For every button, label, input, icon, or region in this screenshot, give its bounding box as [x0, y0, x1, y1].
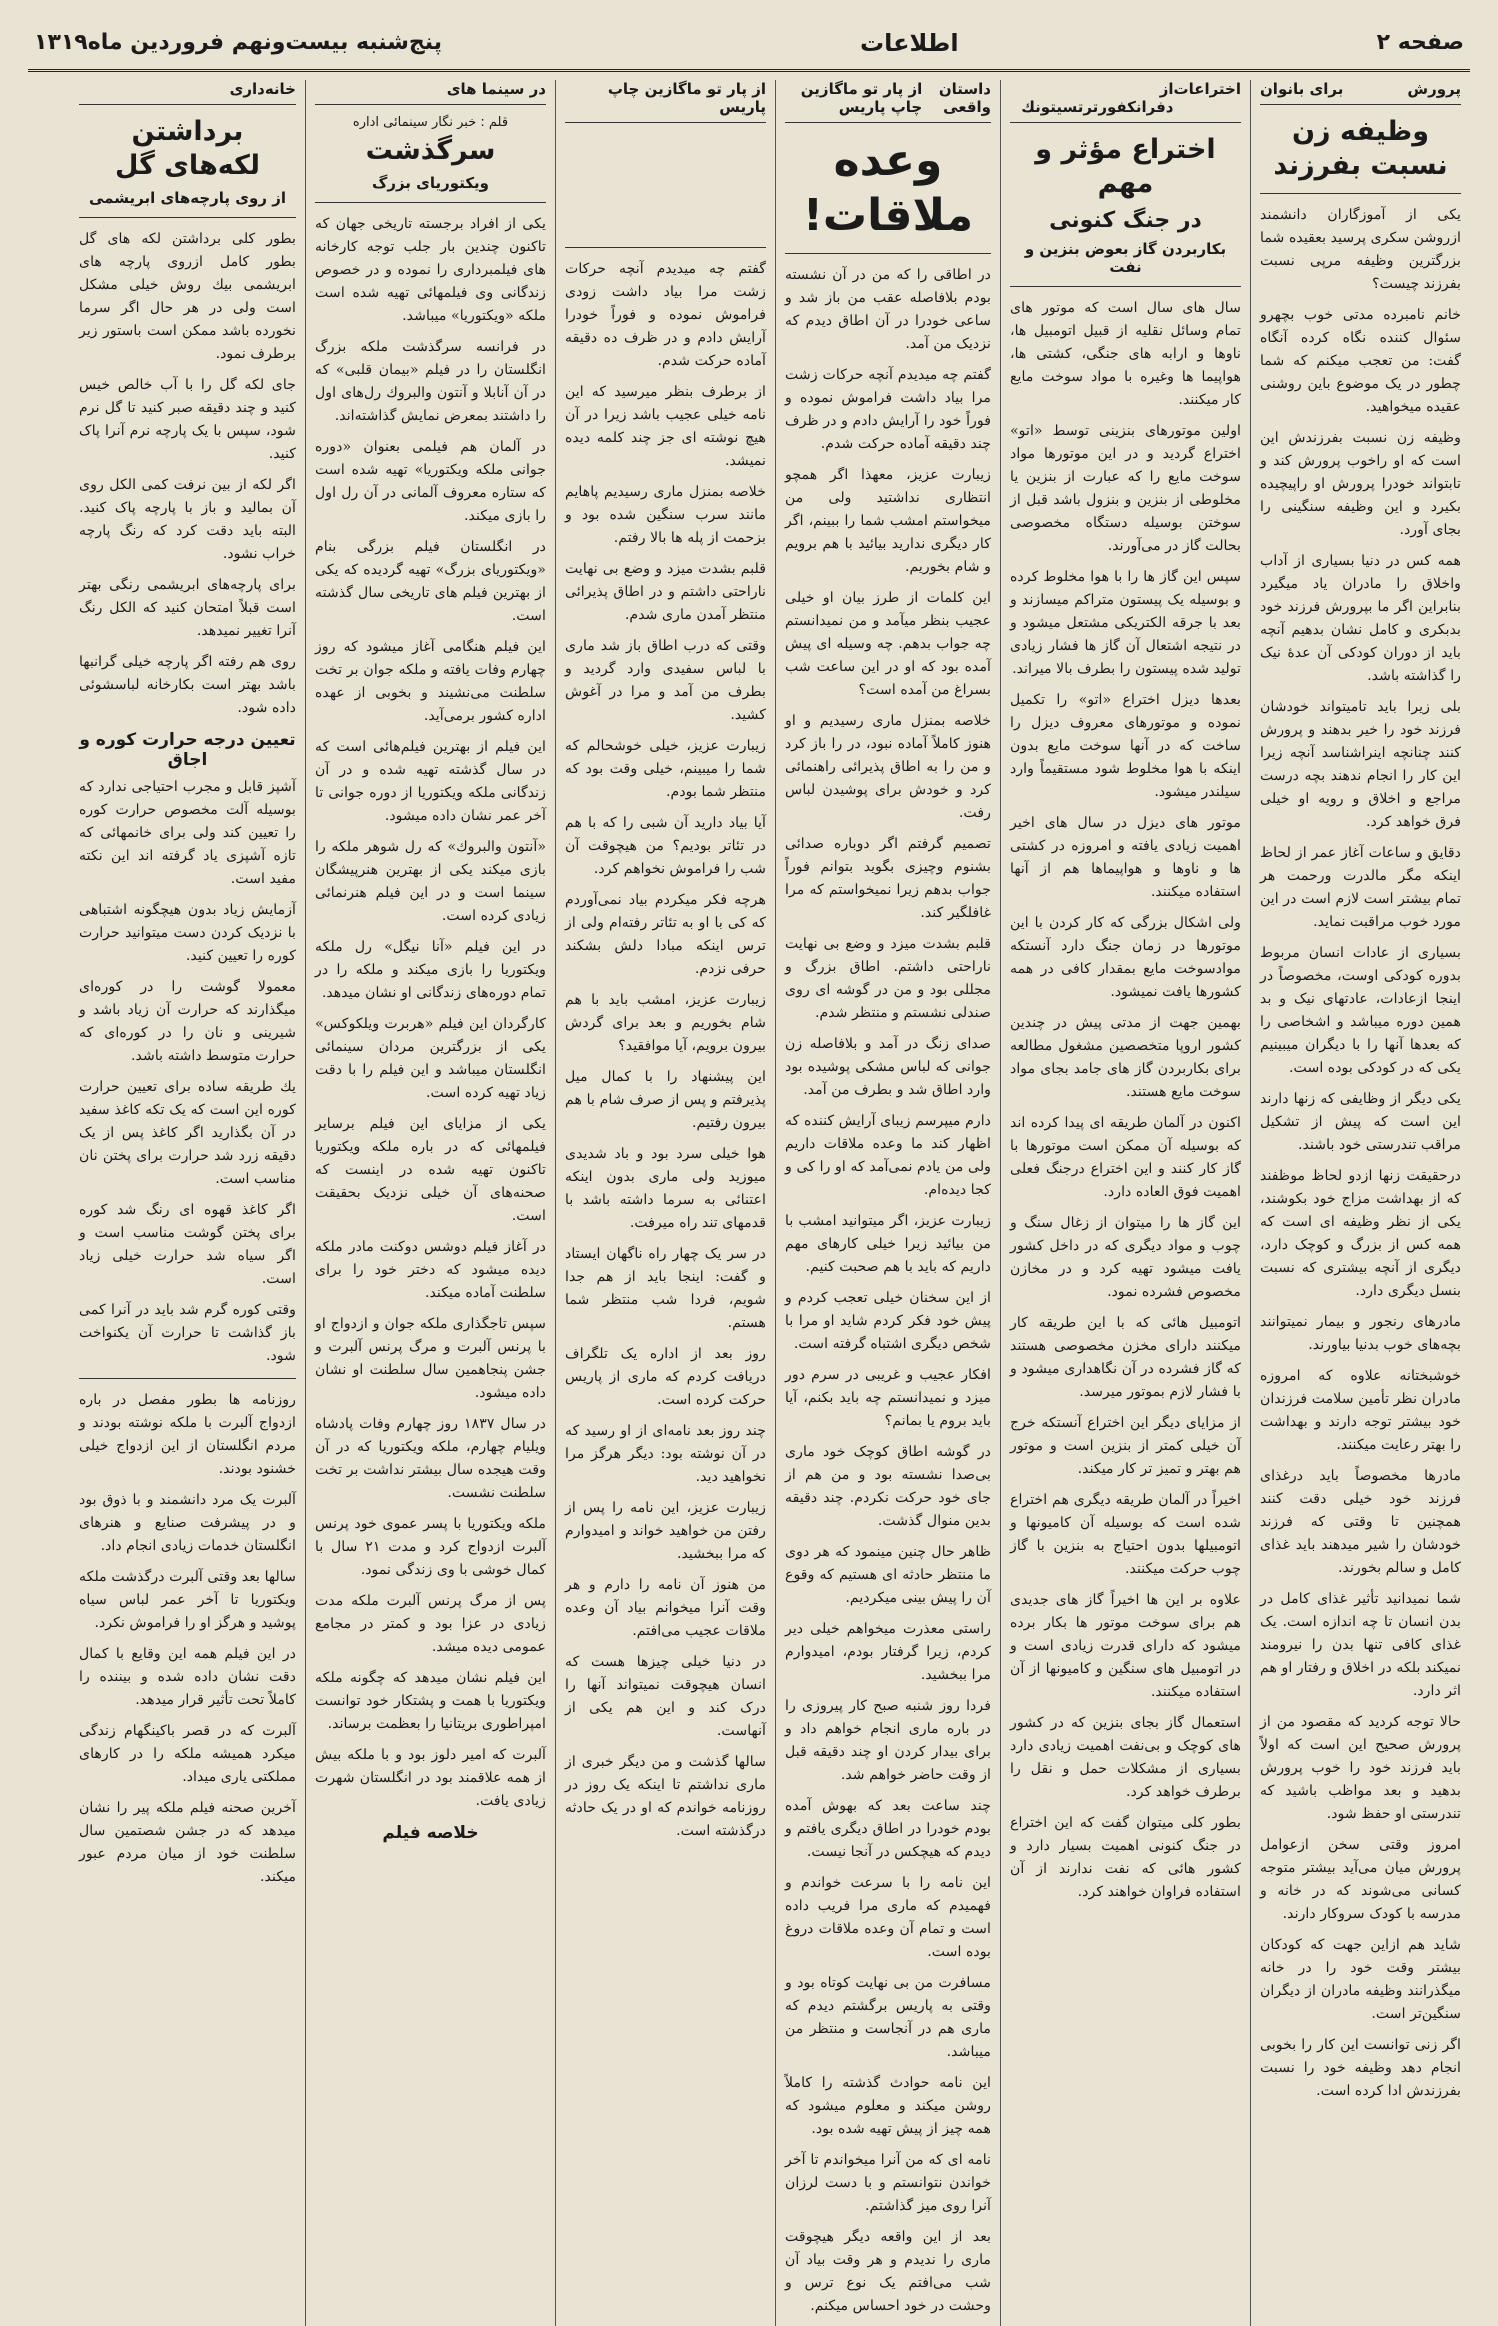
paragraph: امروز وقتی سخن ازعوامل پرورش میان می‌آید بیشتر متوجه کسانی می‌شوند که در خانه و مدرسه با کودک سروکار دارند. — [1260, 1836, 1461, 1922]
paragraph: جای لکه گل را با آب خالص خیس کنید و چند دقیقه صبر کنید تا گل نرم شود، سپس با یک پارچه نرم آنرا پاک کنید. — [79, 376, 296, 462]
paragraph: اخیراً در آلمان طریقه دیگری هم اختراع شده است که بوسیله آن کامیونها و اتومبیلها بدون احتیاج به بنزین با گاز چوب حرکت میکنند. — [1010, 1492, 1241, 1577]
column-inventions — [1000, 80, 1250, 2326]
paragraph: آیا بیاد دارید آن شبی را که با هم در تئاتر بودیم؟ من هیچوقت آن شب را فراموش نخواهم کرد. — [565, 815, 766, 877]
column-story — [775, 80, 1000, 2326]
divider — [79, 217, 296, 218]
paragraph: آخرین صحنه فیلم ملکه پیر را نشان میدهد که در جشن شصتمین سال سلطنت خود از میان مردم عبور میکند. — [79, 1799, 296, 1885]
article-body — [785, 264, 991, 2318]
columns — [28, 80, 1470, 2314]
paragraph: روی هم رفته اگر پارچه خیلی گرانبها باشد بهتر است بکارخانه لباسشوئی داده شود. — [79, 653, 296, 716]
issue-date: پنج‌شنبه بیست‌ونهم فروردین ماه۱۳۱۹ — [34, 30, 443, 55]
headline-invention: اختراع مؤثر و مهم — [1035, 134, 1216, 199]
divider — [1260, 193, 1461, 194]
paragraph: گفتم چه میدیدم آنچه حرکات زشت مرا بیاد داشت فراموش نموده و فوراً خود را آرایش دادم و در ظرف چند دقیقه آماده حرکت شدم. — [785, 367, 991, 452]
paragraph: روزنامه ها بطور مفصل در باره ازدواج آلبرت با ملکه نوشته بودند و مردم انگلستان از این ازدواج خیلی خشنود بودند. — [79, 1391, 296, 1477]
kicker-right: اختراعات — [1173, 80, 1241, 98]
section-title-oven: تعیین درجه حرارت کوره و اجاق — [79, 729, 296, 770]
paragraph: علاوه بر این ها اخیراً گاز های جدیدی هم برای سوخت موتور ها بکار برده میشود که دارای قدرت زیادی است و در اتومبیل های سنگین و کامیونها از آن استفاده میکنند. — [1010, 1592, 1241, 1700]
paragraph: حالا توجه کردید که مقصود من از پرورش صحیح این است که اولاً باید فرزند خود را خوب پرورش بدهید و بعد مواظب باشید که تندرستی او حفظ شود. — [1260, 1713, 1461, 1822]
paragraph: این فیلم هنگامی آغاز میشود که روز چهارم وفات یافته و ملکه جوان بر تخت سلطنت می‌نشیند و بخوبی از عهده اداره کشور برمی‌آید. — [315, 638, 546, 724]
paragraph: اکنون در آلمان طریقه ای پیدا کرده اند که بوسیله آن ممکن است موتورها با گاز کار کنند و این اختراع درجنگ فعلی اهمیت فوق العاده دارد. — [1010, 1115, 1241, 1200]
paragraph: فردا روز شنبه صبح کار پیروزی را در باره ماری انجام خواهم داد و برای بیدار کردن او چند دقیقه قبل از وقت حاضر خواهم شد. — [785, 1698, 991, 1783]
paragraph: راستی معذرت میخواهم خیلی دیر کردم، زیرا گرفتار بودم، امیدوارم مرا ببخشید. — [785, 1621, 991, 1683]
article-body — [315, 213, 546, 1813]
kicker-right: پرورش — [1407, 80, 1461, 98]
paragraph: از این سخنان خیلی تعجب کردم و پیش خود فکر کردم شاید او مرا با شخص دیگری اشتباه گرفته است. — [785, 1290, 991, 1352]
paragraph: یکی دیگر از وظایفی که زنها دارند این است که پیش از تشکیل مراقب تندرستی خود باشند. — [1260, 1090, 1461, 1153]
masthead — [28, 26, 1470, 72]
paragraph: وقتی کوره گرم شد باید در آنرا کمی باز گذاشت تا حرارت آن یکنواخت شود. — [79, 1301, 296, 1364]
paragraph: این فیلم نشان میدهد که چگونه ملکه ویکتوریا با همت و پشتکار خود توانست امپراطوری بریتانیا را بعظمت برساند. — [315, 1669, 546, 1732]
paragraph: زیبارت عزیز، خیلی خوشحالم که شما را میبینم، خیلی وقت بود که منتظر شما بودم. — [565, 738, 766, 800]
article-body — [1260, 204, 1461, 2103]
paragraph: سپس این گاز ها را با هوا مخلوط کرده و بوسیله یک پیستون متراکم میسازند و بعد با جرقه الکتریکی مشتعل میشود و در نتیجه اشتعال آن گاز ها فشار زیادی تولید شده پیستون را بطرف بالا میراند. — [1010, 569, 1241, 677]
paragraph: یکی از افراد برجسته تاریخی جهان که تاکنون چندین بار جلب توجه کارخانه های فیلمبرداری را نموده و در خصوص زندگانی وی فیلمهائی تهیه شده است ملکه «ویکتوریا» میباشد. — [315, 215, 546, 324]
paragraph: دقایق و ساعات آغاز عمر از لحاظ اینکه مگر مالدرت ورحمت هر تمام بیشتر است لازم است در این مورد خوب مراقبت نماید. — [1260, 844, 1461, 930]
paragraph: برای پارچه‌های ابریشمی رنگی بهتر است قبلاً امتحان کنید که الکل رنگ آنرا تغییر نمیدهد. — [79, 576, 296, 639]
paragraph: در سر یک چهار راه ناگهان ایستاد و گفت: اینجا باید از هم جدا شویم، فردا شب منتظر شما هستم. — [565, 1246, 766, 1331]
paragraph: آشپز قابل و مجرب احتیاجی ندارد که بوسیله آلت مخصوص حرارت کوره را تعیین کند ولی برای خانمهائی که تازه آشپزی یاد گرفته اند این نکته مفید است. — [79, 778, 296, 887]
kicker-right: داستان واقعی — [938, 80, 991, 116]
paragraph: زیبارت عزیز، اگر میتوانید امشب با من بیائید زیرا خیلی کارهای مهم داریم که باید با هم صحبت کنیم. — [785, 1213, 991, 1275]
paragraph: سال های سال است که موتور های تمام وسائل نقلیه از قبیل اتومبیل ها، ناوها و ارابه های جنگی، کشتی ها، هواپیما ها وغیره با مواد سوخت مایع کار میکنند. — [1010, 300, 1241, 408]
divider — [315, 202, 546, 203]
column-women — [1250, 80, 1470, 2326]
paragraph: پس از مرگ پرنس آلبرت ملکه مدت زیادی در عزا بود و کمتر در مجامع عمومی دیده میشد. — [315, 1592, 546, 1655]
article-body — [565, 258, 766, 1843]
article-body — [79, 776, 296, 1368]
paragraph: خلاصه بمنزل ماری رسیدیم و او هنوز کاملاً آماده نبود، در را باز کرد و من را به اطاق پذیرائی راهنمائی کرد و خودش برای پوشیدن لباس رفت. — [785, 713, 991, 821]
subheadline-invention: در جنگ کنونی — [1049, 207, 1202, 233]
paragraph: از مزایای دیگر این اختراع آنستکه خرج آن خیلی کمتر از بنزین است و موتور هم بهتر و تمیز تر کار میکند. — [1010, 1415, 1241, 1477]
kicker-cinema: در سینما های — [446, 80, 546, 98]
paragraph: بطور کلی برداشتن لکه های گل بطور کامل ازروی پارچه های ابریشمی بیك روش خیلی مشکل است ولی در هر حال اگر سرما نخورده باشد ممکن است باستور زیر برطرف نمود. — [79, 230, 296, 362]
paragraph: آلبرت که در قصر باکینگهام زندگی میکرد همیشه ملکه را در کارهای مملکتی یاری میداد. — [79, 1722, 296, 1785]
kicker — [315, 80, 546, 105]
column-story-continued — [555, 80, 775, 2326]
article-body — [79, 1389, 296, 1889]
paragraph: آزمایش زیاد بدون هیچگونه اشتباهی با نزدیک کردن دست میتوانید حرارت کوره را تعیین کنید. — [79, 901, 296, 964]
kicker — [1260, 80, 1461, 105]
kicker — [565, 80, 766, 123]
paragraph: بلی زیرا باید تامیتواند خودشان فرزند خود را خیر بدهند و پرورش کنند چنانچه اینراشناسد آنچه زیرا این کار را انجام ندهند بچه درست مراجع و اخلاق و رویه او خیلی فرق خواهد کرد. — [1260, 698, 1461, 830]
paragraph: گفتم چه میدیدم آنچه حرکات زشت مرا بیاد داشت زودی فراموش نموده و فوراً خودرا آرایش دادم و در ظرف ده دقیقه آماده حرکت شدم. — [565, 261, 766, 369]
paragraph: بهمین جهت از مدتی پیش در چندین کشور اروپا متخصصین مشغول مطالعه برای بکاربردن گاز های جامد بجای مواد سوخت مایع هستند. — [1010, 1015, 1241, 1100]
headline-cinema: سرگذشت — [365, 135, 496, 166]
paragraph: این گاز ها را میتوان از زغال سنگ و چوب و مواد دیگری که در داخل کشور یافت میشود تهیه کرد و در مخازن مخصوص فشرده نمود. — [1010, 1215, 1241, 1300]
paragraph: بعدها دیزل اختراع «اتو» را تکمیل نموده و موتورهای معروف دیزل را ساخت که در آنها سوخت مایع بدون اینکه با هوا مخلوط شود مستقیماً وارد سیلندر میشود. — [1010, 692, 1241, 800]
paragraph: صدای زنگ در آمد و بلافاصله زن جوانی که لباس مشکی پوشیده بود وارد اطاق شد و بطرف من آمد. — [785, 1036, 991, 1098]
paragraph: در سال ۱۸۳۷ روز چهارم وفات پادشاه ویلیام چهارم، ملکه ویکتوریا که در آن وقت هیجده سال بیشتر نداشت بر تخت سلطنت نشست. — [315, 1415, 546, 1501]
paragraph: ظاهر حال چنین مینمود که هر دوی ما منتظر حادثه ای هستیم که وقوع آن را پیش بینی میکردیم. — [785, 1544, 991, 1606]
section-title: خلاصه فیلم — [382, 1822, 479, 1843]
paragraph: این کلمات از طرز بیان او خیلی عجیب بنظر میآمد و من نمیدانستم چه جواب بدهم. چه وسیله ای پیش آمده بود که او در این ساعت شب بسراغ من آمده است؟ — [785, 590, 991, 698]
paragraph: در آغاز فیلم دوشس دوکنت مادر ملکه دیده میشود که دختر خود را برای سلطنت آماده میکند. — [315, 1238, 546, 1301]
paragraph: اگر لکه از بین نرفت کمی الکل روی آن بمالید و باز با پارچه پاک کنید. البته باید دقت کرد که رنگ پارچه خراب نشود. — [79, 476, 296, 562]
kicker-left: برای بانوان — [1260, 80, 1344, 98]
headline-story: وعده ملاقات! — [802, 135, 974, 241]
kicker-housekeeping: خانه‌داری — [229, 80, 296, 98]
kicker-left: از دفرانکفورترتسیتونك — [1021, 80, 1174, 116]
paragraph: سالها گذشت و من دیگر خبری از ماری نداشتم تا اینکه یک روز در روزنامه خواندم که او در یک حادثه درگذشته است. — [565, 1754, 766, 1839]
paragraph: روز بعد از اداره یک تلگراف دریافت کردم که ماری از پاریس حرکت کرده است. — [565, 1346, 766, 1408]
deck-housekeeping: از روی پارچه‌های ابریشمی — [89, 188, 286, 207]
paragraph: زیبارت عزیز، امشب باید با هم شام بخوریم و بعد برای گردش بیرون برویم، آیا موافقید؟ — [565, 992, 766, 1054]
paragraph: این نامه حوادث گذشته را کاملاً روشن میکند و معلوم میشود که همه چیز از پیش تهیه شده بود. — [785, 2075, 991, 2137]
article-body — [1010, 297, 1241, 1904]
paragraph: این پیشنهاد را با کمال میل پذیرفتم و پس از صرف شام با هم بیرون رفتیم. — [565, 1069, 766, 1131]
article-body — [79, 228, 296, 720]
paragraph: اتومبیل هائی که با این طریقه کار میکنند دارای مخزن مخصوصی هستند که گاز فشرده در آن نگاهداری میشود و با فشار لازم بموتور میرسد. — [1010, 1315, 1241, 1400]
deck-invention: بکاربردن گاز بعوض بنزین و نفت — [1024, 240, 1227, 276]
paragraph: مادرهای رنجور و بیمار نمیتوانند بچه‌های خوب بدنیا بیاورند. — [1260, 1313, 1461, 1353]
paragraph: اولین موتورهای بنزینی توسط «اتو» اختراع گردید و در این موتورها مواد سوخت مایع را که عبارت از بنزین یا مخلوطی از بنزین و بنزول باشد قبل از سوختن بوسیله دستگاه مخصوصی بحالت گاز در می‌آورند. — [1010, 423, 1241, 554]
paragraph: یکی از آموزگاران دانشمند ازروشن سکری پرسید بعقیده شما بزرگترین وظیفه مرپی نسبت بفرزند چیست؟ — [1260, 206, 1461, 292]
kicker — [785, 80, 991, 123]
paragraph: همه کس در دنیا بسیاری از آداب واخلاق را مادران یاد میگیرد بنابراین اگر ما بپرورش فرزند خود بدبکری و کامل نشان بدهیم آنچه باید از دوران کودکی آن عدهٔ نیک را گذاشته باشد. — [1260, 552, 1461, 684]
divider — [565, 247, 766, 248]
paragraph: این فیلم از بهترین فیلم‌هائی است که در سال گذشته تهیه شده و در آن زندگانی ملکه ویکتوریا از دوره جوانی تا آخر عمر نشان داده میشود. — [315, 738, 546, 824]
headline-spacer — [565, 133, 766, 237]
paragraph: من هنوز آن نامه را دارم و هر وقت آنرا میخوانم بیاد آن وعده ملاقات عجیب می‌افتم. — [565, 1577, 766, 1639]
paragraph: وظیفه زن نسبت بفرزندش این است که او راخوب پرورش کند و تابتواند خودرا پرورش او راپیچیده بکیرد و این وظیفه سنگینی را بجای آورد. — [1260, 429, 1461, 538]
paragraph: «آنتون والبروك» که رل شوهر ملکه را بازی میکند یکی از بهترین هنرپیشگان سینما است و در این فیلم هنرنمائی زیادی کرده است. — [315, 838, 546, 924]
divider — [1010, 286, 1241, 287]
column-cinema — [305, 80, 555, 2326]
byline: قلم : خبر نگار سینمائی اداره — [352, 115, 509, 130]
paragraph: تصمیم گرفتم اگر دوباره صدائی بشنوم وچیزی بگوید بتوانم فوراً جواب بدهم زیرا نمیخواستم که مرا غافلگیر کند. — [785, 836, 991, 921]
paragraph: در فرانسه سرگذشت ملکه بزرگ انگلستان را در فیلم «بیمان قلبی» که در آن آنابلا و آنتون والبروك رل‌های اول را داشتند بمعرض نمایش گذاشته‌اند. — [315, 338, 546, 424]
paper-title: اطلاعات — [860, 28, 959, 57]
paragraph: کارگردان این فیلم «هربرت ویلکوکس» یکی از بزرگترین مردان سینمائی انگلستان میباشد و این فیلم را با دقت زیاد تهیه کرده است. — [315, 1015, 546, 1101]
paragraph: مسافرت من بی نهایت کوتاه بود و وقتی به پاریس برگشتم دیدم که ماری هم در آنجاست و منتظر من میباشد. — [785, 1975, 991, 2060]
paragraph: در اطاقی را که من در آن نشسته بودم بلافاصله عقب من باز شد و ساعی خودرا در آن اطاق دیدم که نزدیک من آمد. — [785, 267, 991, 352]
paragraph: بعد از این واقعه دیگر هیچوقت ماری را ندیدم و هر وقت بیاد آن شب می‌افتم یک نوع ترس و وحشت در خود احساس میکنم. — [785, 2229, 991, 2314]
headline-women: وظیفه زن نسبت بفرزند — [1273, 116, 1448, 181]
paragraph: در این فیلم «آنا نیگل» رل ملکه ویکتوریا را بازی میکند و ملکه را در تمام دوره‌های زندگانی او نشان میدهد. — [315, 938, 546, 1001]
column-housekeeping — [70, 80, 305, 2326]
paragraph: درحقیقت زنها ازدو لحاظ موظفند که از بهداشت مزاج خود بکوشند، یکی از نظر وظیفه ای است که همه کس از بزرگ و کوچک دارد، دیگری از آنچه بیشتری که نسبت بنسل دیگری دارد. — [1260, 1167, 1461, 1299]
paragraph: بسیاری از عادات انسان مربوط بدوره کودکی اوست، مخصوصاً در اینجا ازعادات، عادتهای نیک و بد همین دوره میباشد و اشخاصی را که بعدها آنها را با دیگران میبینیم یکی که در کودکی بوده است. — [1260, 944, 1461, 1076]
paragraph: در آلمان هم فیلمی بعنوان «دوره جوانی ملکه ویکتوریا» تهیه شده است که ستاره معروف آلمانی در آن رل اول را بازی میکند. — [315, 438, 546, 524]
paragraph: چند ساعت بعد که بهوش آمده بودم خودرا در اطاق دیگری یافتم و دیدم که هیچکس در آنجا نیست. — [785, 1798, 991, 1860]
paragraph: اگر کاغذ قهوه ای رنگ شد کوره برای پختن گوشت مناسب است و اگر سیاه شد حرارت خیلی زیاد است. — [79, 1201, 296, 1287]
paragraph: هرچه فکر میکردم بیاد نمی‌آوردم که کی با او به تئاتر رفته‌ام ولی از ترس اینکه مبادا دلش بشکند حرفی نزدم. — [565, 892, 766, 977]
paragraph: یکی از مزایای این فیلم برسایر فیلمهائی که در باره ملکه ویکتوریا تاکنون تهیه شده در اینست که صحنه‌های آن خیلی نزدیک بحقیقت است. — [315, 1115, 546, 1224]
paragraph: وقتی که درب اطاق باز شد ماری با لباس سفیدی وارد گردید و بطرف من آمد و مرا در آغوش کشید. — [565, 638, 766, 723]
paragraph: مادرها مخصوصاً باید درغذای فرزند خود خیلی دقت کنند همچنین تا وقتی که فرزند خودشان را شیر میدهند باید غذای کامل و سالم بخورند. — [1260, 1467, 1461, 1576]
paragraph: در این فیلم همه این وقایع با کمال دقت نشان داده شده و بیننده را کاملاً تحت تأثیر قرار میدهد. — [79, 1645, 296, 1708]
paragraph: از برطرف بنظر میرسید که این نامه خیلی عجیب باشد زیرا در آن هیچ نوشته ای جز چند کلمه دیده نمیشد. — [565, 384, 766, 469]
paragraph: دارم میپرسم زیبای آرایش کننده که اظهار کند ما وعده ملاقات داریم ولی من یادم نمی‌آمد که او را کی و کجا دیده‌ام. — [785, 1113, 991, 1198]
paragraph: قلبم بشدت میزد و وضع بی نهایت ناراحتی داشتم. اطاق بزرگ و مجللی بود و من در گوشه ای روی صندلی نشستم و منتظر شدم. — [785, 936, 991, 1021]
paragraph: استعمال گاز بجای بنزین که در کشور های کوچک و بی‌نفت اهمیت زیادی دارد بسیاری از مشکلات حمل و نقل را برطرف خواهد کرد. — [1010, 1715, 1241, 1800]
paragraph: در دنیا خیلی چیزها هست که انسان هیچوقت نمیتواند آنها را درک کند و این هم یکی از آنهاست. — [565, 1654, 766, 1739]
paragraph: موتور های دیزل در سال های اخیر اهمیت زیادی یافته و امروزه در کشتی ها و ناوها و هواپیماها هم از آنها استفاده میکنند. — [1010, 815, 1241, 900]
paragraph: نامه ای که من آنرا میخواندم تا آخر خواندن نتوانستم و با دست لرزان آنرا روی میز گذاشتم. — [785, 2152, 991, 2214]
divider — [785, 253, 991, 254]
paragraph: زیبارت عزیز، معهذا اگر همچو انتظاری نداشتید ولی من میخواستم امشب شما را ببینم، اگر کار دیگری ندارید بیائید با هم برویم و شام بخوریم. — [785, 467, 991, 575]
page-number: صفحه ۲ — [1376, 30, 1464, 55]
paragraph: چند روز بعد نامه‌ای از او رسید که در آن نوشته بود: دیگر هرگز مرا نخواهید دید. — [565, 1423, 766, 1485]
paragraph: در گوشه اطاق کوچک خود ماری بی‌صدا نشسته بود و من هم از جای خود حرکت نکردم. چند دقیقه بدین منوال گذشت. — [785, 1444, 991, 1529]
paragraph: شما نمیدانید تأثیر غذای کامل در بدن انسان تا چه اندازه است. یک غذای کافی تنها بدن را نیرومند نمیکند بلکه در اخلاق و رفتار او هم اثر دارد. — [1260, 1590, 1461, 1699]
kicker — [79, 80, 296, 105]
paragraph: یك طریقه ساده برای تعیین حرارت کوره این است که یک تکه کاغذ سفید در آن بگذارید اگر کاغذ پس از یک دقیقه زرد شد حرارت برای پختن نان مناسب است. — [79, 1078, 296, 1187]
kicker-left: از پار تو ماگازین چاپ پاریس — [800, 80, 923, 116]
paragraph: ملکه ویکتوریا با پسر عموی خود پرنس آلبرت ازدواج کرد و مدت ۲۱ سال با کمال خوشی با وی زندگی نمود. — [315, 1515, 547, 1578]
kicker — [1010, 80, 1241, 123]
paragraph: هوا خیلی سرد بود و باد شدیدی میوزید ولی ماری بدون اینکه اعتنائی به سرما داشته باشد با قدمهای تند راه میرفت. — [565, 1146, 766, 1231]
paragraph: شاید هم ازاین جهت که کودکان بیشتر وقت خود را در خانه میگذرانند وظیفه مادران از دیگران سنگین‌تر است. — [1260, 1936, 1461, 2022]
paragraph: آلبرت یک مرد دانشمند و با ذوق بود و در پیشرفت صنایع و هنرهای انگلستان خدمات زیادی انجام داد. — [79, 1491, 296, 1554]
paragraph: اگر زنی توانست این کار را بخوبی انجام دهد وظیفه خود را نسبت بفرزندش ادا کرده است. — [1260, 2036, 1461, 2099]
paragraph: خانم نامبرده مدتی خوب بچهرو سئوال کننده نگاه کرده آنگاه گفت: من تعجب میکنم که شما چطور در یک موضوع باین روشنی عقیده میخواهید. — [1260, 306, 1461, 415]
paragraph: زیبارت عزیز، این نامه را پس از رفتن من خواهید خواند و امیدوارم که مرا ببخشید. — [565, 1500, 766, 1562]
paragraph: سپس تاجگذاری ملکه جوان و ازدواج او با پرنس آلبرت و مرگ پرنس آلبرت و جشن پنجاهمین سال سلطنت او نشان داده میشود. — [315, 1315, 546, 1401]
kicker-right: از پار تو ماگازین چاپ پاریس — [607, 80, 766, 116]
paragraph: معمولا گوشت را در کوره‌ای میگذارند که حرارت آن زیاد باشد و شیرینی و نان را در کوره‌ای که حرارت متوسط داشته باشد. — [79, 978, 296, 1064]
paragraph: افکار عجیب و غریبی در سرم دور میزد و نمیدانستم چه باید بکنم، آیا باید بروم یا بمانم؟ — [785, 1367, 991, 1429]
paragraph: ولی اشکال بزرگی که کار کردن با این موتورها در زمان جنگ دارد آنستکه موادسوخت مایع بمقدار کافی در همه کشورها یافت نمیشود. — [1010, 915, 1241, 1000]
deck-cinema: ویکتوریای بزرگ — [371, 173, 490, 192]
paragraph: سالها بعد وقتی آلبرت درگذشت ملکه ویکتوریا تا آخر عمر لباس سیاه پوشید و هرگز او را فراموش نکرد. — [79, 1568, 296, 1631]
divider — [79, 1378, 296, 1379]
paragraph: خلاصه بمنزل ماری رسیدیم پاهایم مانند سرب سنگین شده بود و بزحمت از پله ها بالا رفتم. — [565, 484, 766, 546]
paragraph: آلبرت که امیر دلوز بود و با ملکه بیش از همه علاقمند بود در انگلستان شهرت زیادی یافت. — [315, 1746, 546, 1809]
paragraph: این نامه را با سرعت خواندم و فهمیدم که ماری مرا فریب داده است و تمام آن وعده ملاقات دروغ بوده است. — [785, 1875, 991, 1960]
paragraph: خوشبختانه علاوه که امروزه مادران نظر تأمین سلامت فرزندان خود بیشتر توجه دارند و بهداشت را بهتر رعایت میکنند. — [1260, 1367, 1461, 1453]
headline-housekeeping: برداشتن لکه‌های گل — [114, 116, 261, 181]
paragraph: بطور کلی میتوان گفت که این اختراع در جنگ کنونی اهمیت بسیار دارد و کشور هائی که نفت ندارند از آن استفاده فراوان خواهند کرد. — [1010, 1815, 1241, 1900]
paragraph: در انگلستان فیلم بزرگی بنام «ویکتوریای بزرگ» تهیه گردیده که یکی از بهترین فیلم های تاریخی سال گذشته است. — [315, 538, 546, 624]
paragraph: قلبم بشدت میزد و وضع بی نهایت ناراحتی داشتم و در اطاق پذیرائی منتظر آمدن ماری شدم. — [565, 561, 766, 623]
